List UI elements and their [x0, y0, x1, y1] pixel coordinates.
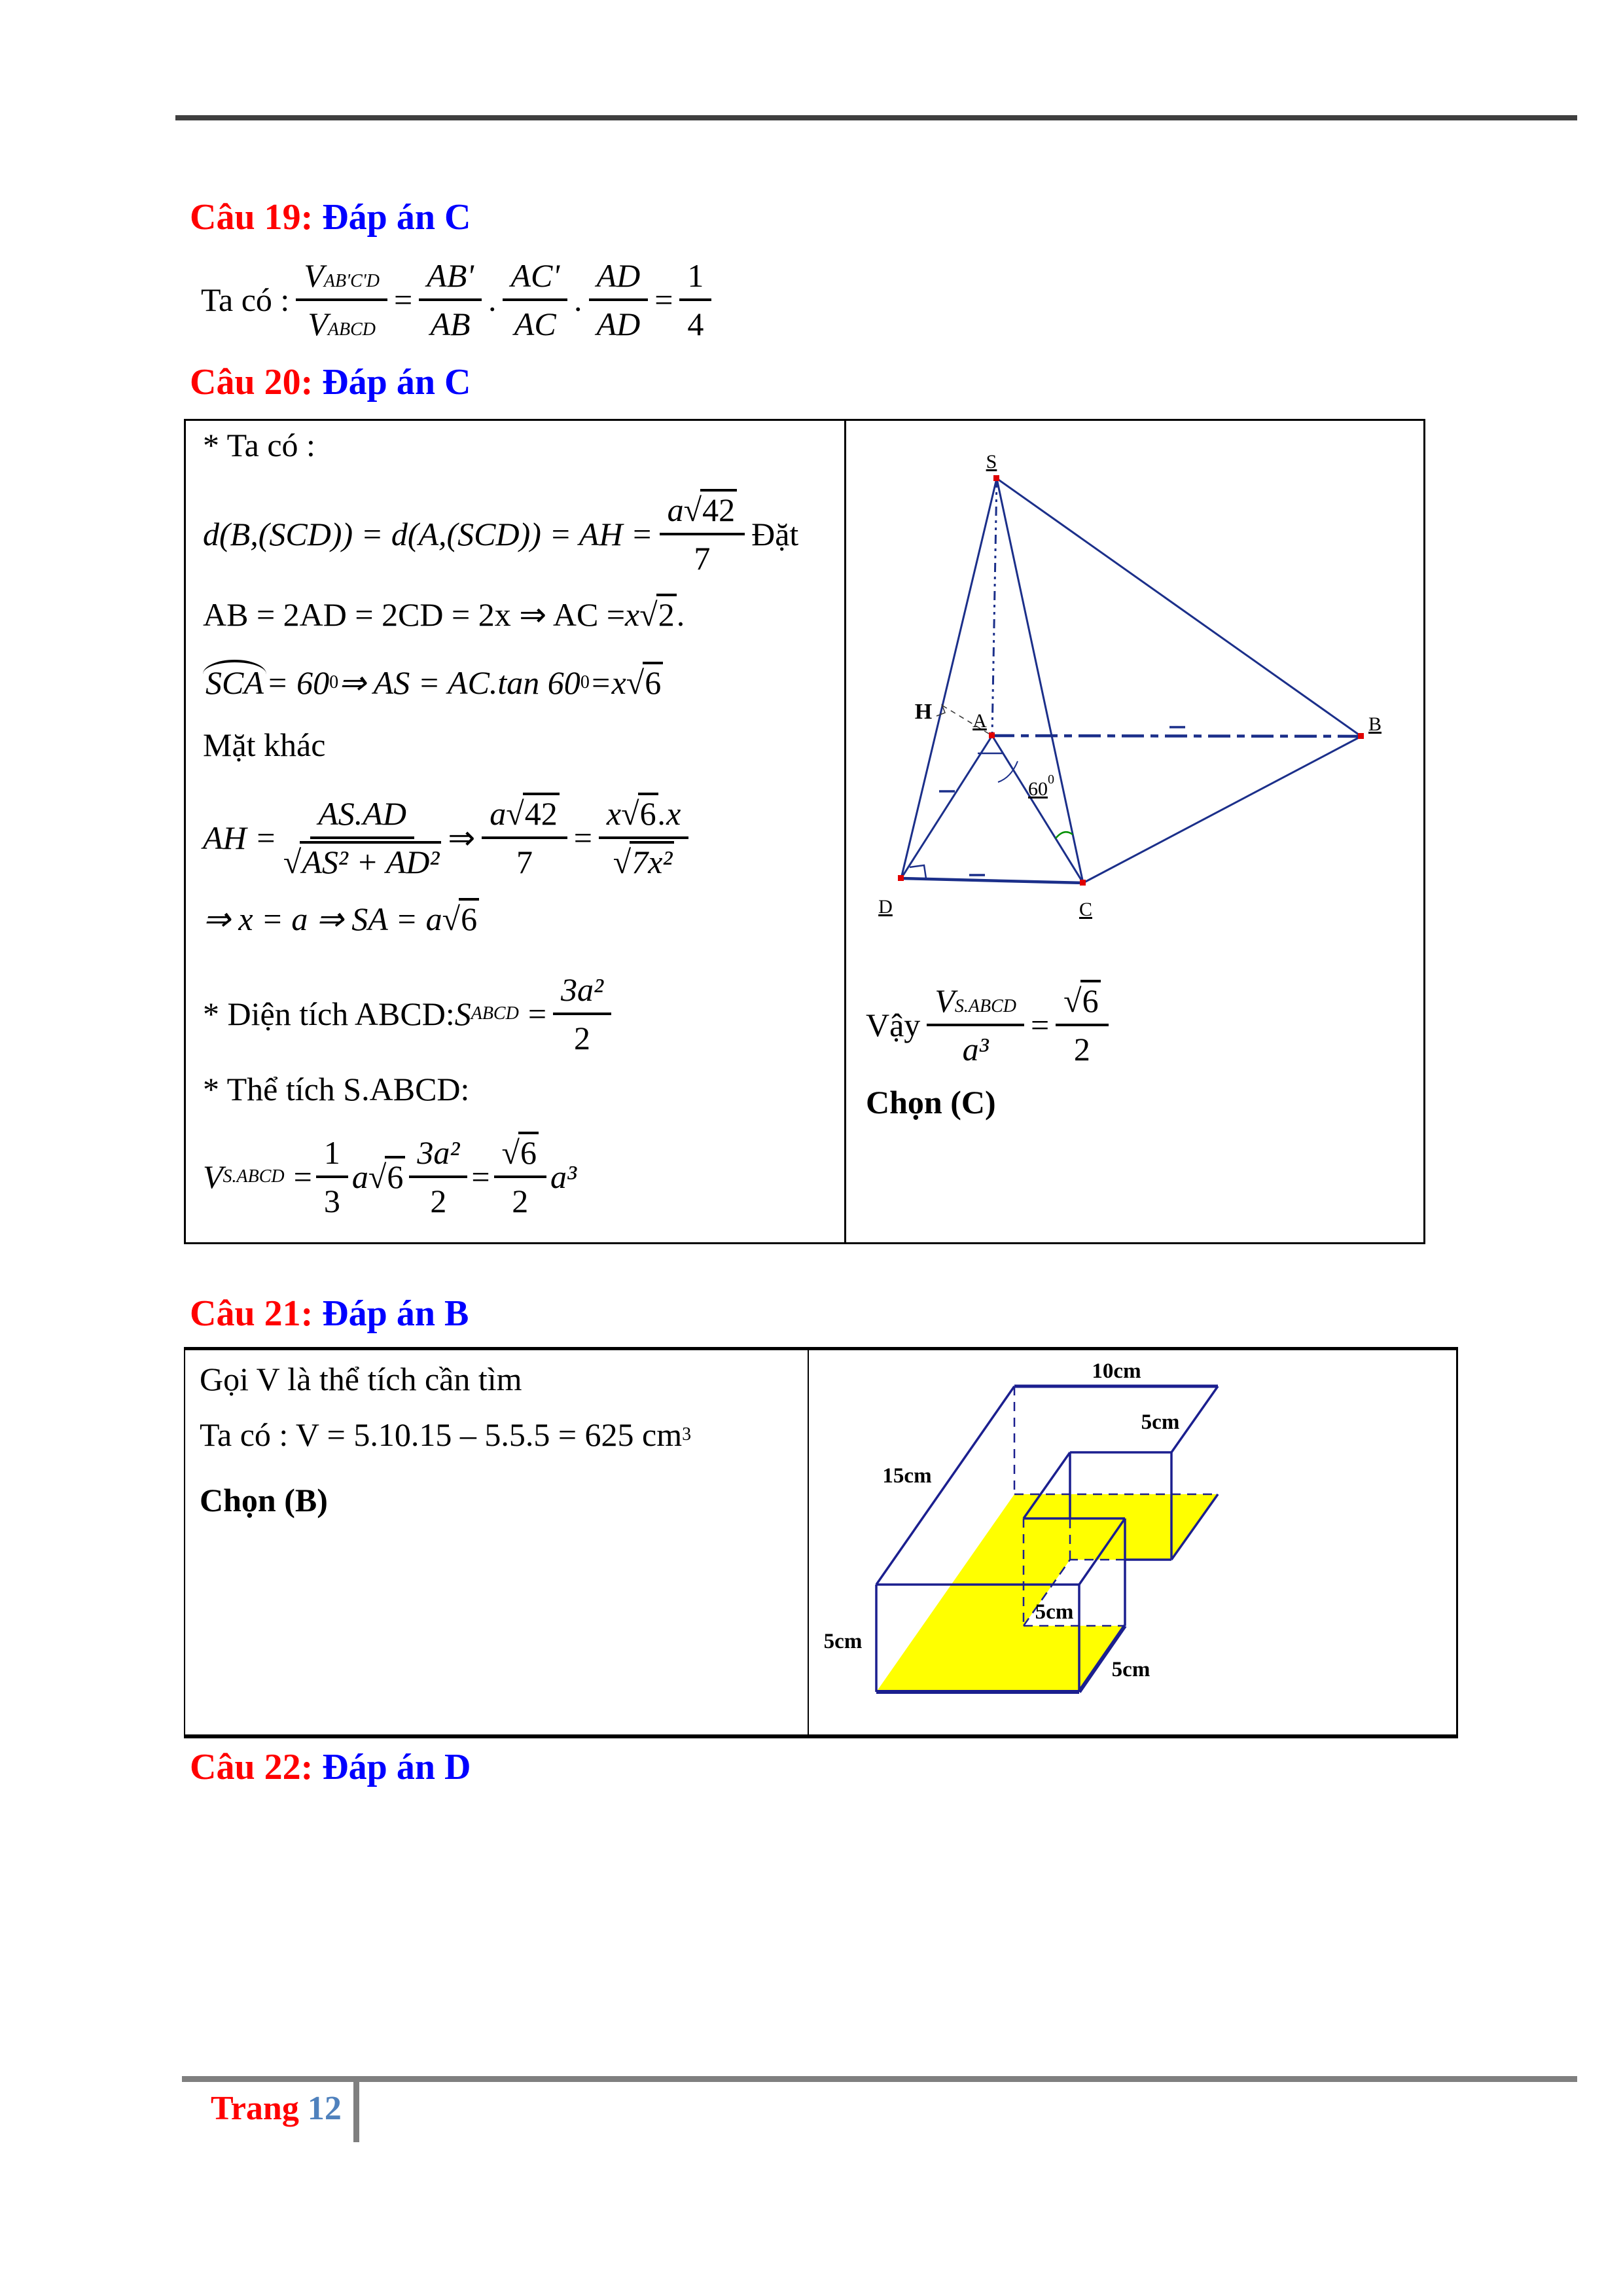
label-b: B — [1368, 713, 1382, 735]
q21-chon: Chọn (B) — [200, 1482, 328, 1518]
q20-header — [190, 361, 471, 403]
q21-header — [190, 1293, 469, 1335]
q21-right-cell — [809, 1350, 1456, 1734]
label-h: H — [914, 700, 933, 724]
vertex-dot-s — [993, 475, 999, 481]
footer-trang: Trang — [211, 2090, 299, 2127]
q19-frac-ab: $\frac{AB'}{AB}$ — [419, 257, 482, 343]
vertex-dot-c — [1080, 880, 1086, 886]
q21-label: Câu 21: — [190, 1293, 313, 1334]
q20-eq-distance: d(B,(SCD)) = d(A,(SCD)) = AH = a √42 7 Đặt — [203, 478, 798, 590]
q21-line1: Gọi V là thể tích cần tìm — [200, 1361, 522, 1397]
q19-label: Câu 19: — [190, 197, 313, 238]
top-rule — [175, 115, 1577, 120]
q19-frac-quarter: $\frac{1}{4}$ — [679, 257, 711, 343]
q22-label: Câu 22: — [190, 1747, 313, 1787]
q20-label: Câu 20: — [190, 362, 313, 403]
dim-label-5cm-right: 5cm — [1111, 1658, 1150, 1681]
q20-line-ab: AB = 2AD = 2CD = 2x ⇒ AC = x √2 . — [203, 596, 685, 634]
q19-answer: Đáp án C — [322, 197, 471, 238]
vertex-dot-b — [1358, 733, 1364, 739]
q21-answer: Đáp án B — [322, 1293, 469, 1334]
dim-label-5cm-middle: 5cm — [1035, 1600, 1074, 1624]
q20-line-area: * Diện tích ABCD: S ABCD = $\frac{\text{3a²}}{2}$ — [203, 961, 618, 1066]
angle-arc-green — [1056, 832, 1073, 838]
q20-conclusion-formula: Vậy V S.ABCD a³ = $\frac{√6}{2}$ — [866, 969, 1115, 1081]
label-angle-60: $60^0$ — [1028, 772, 1054, 800]
q20-eq-ah: AH = $\frac{AS.AD}{\text{√AS² + AD²}}$ ⇒ a √42 7 = x √6 .x √7x² — [203, 762, 695, 913]
footer-rule — [182, 2076, 1577, 2082]
q20-line-volume-title: * Thể tích S.ABCD: — [203, 1071, 470, 1107]
q21-line2: Ta có : V = 5.10.15 – 5.5.5 = 625 cm 3 — [200, 1416, 692, 1453]
q19-intro: Ta có : — [201, 281, 290, 318]
q19-header — [190, 196, 471, 238]
q22-header — [190, 1746, 471, 1788]
altitude-sa-line — [992, 478, 997, 736]
vertex-dots — [898, 475, 1364, 886]
dim-label-5cm-left: 5cm — [823, 1630, 863, 1653]
label-s: S — [986, 451, 997, 473]
q20-right-cell — [846, 421, 1423, 1242]
l-solid-figure — [809, 1350, 1455, 1729]
q19-frac-ac: $\frac{AC'}{AC}$ — [503, 257, 567, 343]
label-d: D — [878, 896, 893, 918]
label-a: A — [972, 710, 987, 732]
q21-left-cell — [185, 1350, 808, 1734]
q20-chon: Chọn (C) — [866, 1084, 996, 1121]
q21-solution-table — [184, 1347, 1458, 1738]
q20-line-angle: SCA = 60 0 ⇒ AS = AC.tan 60 0 = x √6 — [203, 656, 663, 709]
q20-line-xa: ⇒ x = a ⇒ SA = a √6 — [203, 900, 479, 938]
footer-page-label — [211, 2089, 342, 2128]
q19-frac-volumes: V AB'C'D V ABCD — [296, 257, 387, 343]
dim-label-15cm: 15cm — [882, 1464, 932, 1488]
vertex-dot-d — [898, 875, 904, 881]
q20-eq-volume: V S.ABCD = $\frac{1}{3}$ a √6 $\frac{\text{3a²}}{2}$ = $\frac{√6}{2}$ a³ — [203, 1115, 577, 1239]
q19-formula: Ta có : V AB'C'D V ABCD = $\frac{AB'}{AB}$ . $\frac{AC'}{AC}$ . $\frac{AD}{AD}$ = $\frac{1}{4}$ — [201, 252, 718, 347]
q20-line-taco: * Ta có : — [203, 427, 315, 463]
right-angle-mark-d — [910, 865, 926, 878]
footer-vertical-bar — [353, 2082, 359, 2142]
vertex-dot-a — [989, 732, 995, 738]
label-c: C — [1079, 899, 1093, 920]
q20-solution-table — [184, 419, 1425, 1244]
q22-answer: Đáp án D — [322, 1747, 471, 1787]
dim-label-5cm-upper: 5cm — [1141, 1410, 1180, 1434]
q20-left-cell — [186, 421, 844, 1242]
q20-answer: Đáp án C — [322, 362, 471, 403]
footer-page-number: 12 — [307, 2090, 342, 2127]
q20-line-matkhac: Mặt khác — [203, 726, 326, 763]
dim-label-10cm: 10cm — [1092, 1359, 1141, 1383]
q19-frac-ad: $\frac{AD}{AD}$ — [589, 257, 649, 343]
pyramid-figure — [846, 421, 1421, 944]
